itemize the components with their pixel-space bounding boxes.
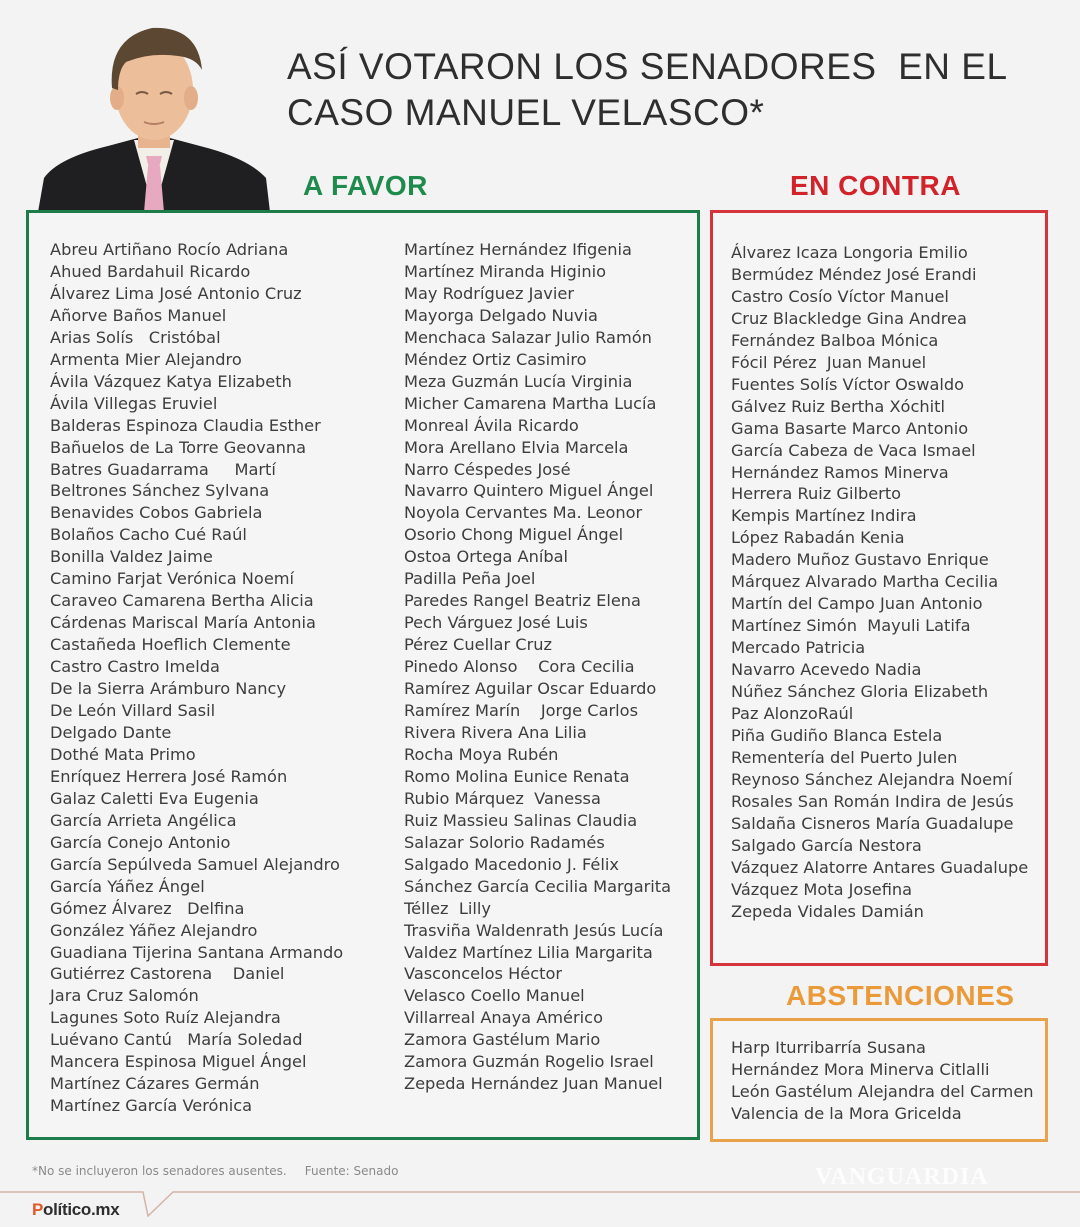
senator-name: García Yáñez Ángel xyxy=(50,876,205,896)
senator-name: Rocha Moya Rubén xyxy=(404,744,559,764)
senator-name: Kempis Martínez Indira xyxy=(731,506,917,526)
senator-name: Reynoso Sánchez Alejandra Noemí xyxy=(731,769,1013,789)
senator-name: Martínez Cázares Germán xyxy=(50,1074,260,1094)
senator-name: Meza Guzmán Lucía Virginia xyxy=(404,371,633,391)
senator-name: Valdez Martínez Lilia Margarita xyxy=(404,942,653,962)
person-portrait-icon xyxy=(38,18,270,212)
en-contra-list xyxy=(731,242,1028,923)
senator-name: Madero Muñoz Gustavo Enrique xyxy=(731,550,989,570)
senator-name: Ávila Villegas Eruviel xyxy=(50,393,218,413)
senator-name: Rementería del Puerto Julen xyxy=(731,747,958,767)
senator-name: Zamora Guzmán Rogelio Israel xyxy=(404,1052,654,1072)
senator-name: Delgado Dante xyxy=(50,722,172,742)
senator-name: Bolaños Cacho Cué Raúl xyxy=(50,525,247,545)
watermark: VANGUARDIA xyxy=(815,1164,989,1190)
senator-name: Navarro Quintero Miguel Ángel xyxy=(404,481,654,501)
senator-name: Martínez Simón Mayuli Latifa xyxy=(731,616,971,636)
en-contra-box xyxy=(710,210,1048,966)
senator-name: Paredes Rangel Beatriz Elena xyxy=(404,591,641,611)
page-title xyxy=(287,44,1047,136)
a-favor-box xyxy=(26,210,700,1140)
senator-name: García Sepúlveda Samuel Alejandro xyxy=(50,854,340,874)
senator-name: Mora Arellano Elvia Marcela xyxy=(404,437,629,457)
senator-name: Fernández Balboa Mónica xyxy=(731,330,939,350)
senator-name: Herrera Ruiz Gilberto xyxy=(731,484,902,504)
senator-name: Ahued Bardahuil Ricardo xyxy=(50,261,251,281)
footnote-note: *No se incluyeron los senadores ausentes. xyxy=(32,1164,287,1178)
senator-name: Hernández Mora Minerva Citlalli xyxy=(731,1059,990,1079)
portrait-photo xyxy=(38,18,270,212)
senator-name: Salgado Macedonio J. Félix xyxy=(404,854,619,874)
senator-name: Piña Gudiño Blanca Estela xyxy=(731,725,943,745)
senator-name: Ramírez Aguilar Oscar Eduardo xyxy=(404,679,657,699)
senator-name: Añorve Baños Manuel xyxy=(50,305,227,325)
senator-name: Salazar Solorio Radamés xyxy=(404,832,605,852)
senator-name: Vázquez Mota Josefina xyxy=(731,879,913,899)
footnote-source: Fuente: Senado xyxy=(304,1164,399,1178)
senator-name: Narro Céspedes José xyxy=(404,459,571,479)
senator-name: Gómez Álvarez Delfina xyxy=(50,898,245,918)
footnote xyxy=(32,1164,398,1178)
senator-name: Enríquez Herrera José Ramón xyxy=(50,766,288,786)
senator-name: López Rabadán Kenia xyxy=(731,528,905,548)
logo-text: olítico.mx xyxy=(43,1200,120,1219)
senator-name: Vázquez Alatorre Antares Guadalupe xyxy=(731,857,1029,877)
senator-name: Cárdenas Mariscal María Antonia xyxy=(50,613,316,633)
heading-en-contra: EN CONTRA xyxy=(790,170,961,201)
senator-name: Fócil Pérez Juan Manuel xyxy=(731,352,927,372)
senator-name: Álvarez Icaza Longoria Emilio xyxy=(731,243,968,262)
senator-name: De León Villard Sasil xyxy=(50,701,216,721)
politico-mx-logo xyxy=(32,1200,119,1220)
senator-name: Villarreal Anaya Américo xyxy=(404,1008,603,1028)
heading-a-favor: A FAVOR xyxy=(303,170,428,201)
abstenciones-box xyxy=(710,1018,1048,1142)
senator-name: Guadiana Tijerina Santana Armando xyxy=(50,942,344,962)
senator-name: Salgado García Nestora xyxy=(731,835,922,855)
senator-name: Bonilla Valdez Jaime xyxy=(50,547,213,567)
senator-name: González Yáñez Alejandro xyxy=(50,920,258,940)
senator-name: García Arrieta Angélica xyxy=(50,810,237,830)
senator-name: Gálvez Ruiz Bertha Xóchitl xyxy=(731,396,945,416)
senator-name: Gama Basarte Marco Antonio xyxy=(731,418,969,438)
senator-name: Márquez Alvarado Martha Cecilia xyxy=(731,572,999,592)
senator-name: Galaz Caletti Eva Eugenia xyxy=(50,788,259,808)
senator-name: Noyola Cervantes Ma. Leonor xyxy=(404,503,643,523)
senator-name: Osorio Chong Miguel Ángel xyxy=(404,525,624,545)
senator-name: Bañuelos de La Torre Geovanna xyxy=(50,437,307,457)
senator-name: Luévano Cantú María Soledad xyxy=(50,1030,303,1050)
logo-initial: P xyxy=(32,1200,44,1219)
senator-name: Ostoa Ortega Aníbal xyxy=(404,547,569,567)
senator-name: Mayorga Delgado Nuvia xyxy=(404,305,598,325)
senator-name: Fuentes Solís Víctor Oswaldo xyxy=(731,374,965,394)
senator-name: Cruz Blackledge Gina Andrea xyxy=(731,308,967,328)
senator-name: Martínez Hernández Ifigenia xyxy=(404,240,632,259)
senator-name: Camino Farjat Verónica Noemí xyxy=(50,569,295,589)
senator-name: Mancera Espinosa Miguel Ángel xyxy=(50,1052,307,1072)
senator-name: Bermúdez Méndez José Erandi xyxy=(731,264,977,284)
senator-name: Paz AlonzoRaúl xyxy=(731,704,854,724)
senator-name: Pérez Cuellar Cruz xyxy=(404,635,552,655)
senator-name: Gutiérrez Castorena Daniel xyxy=(50,964,285,984)
senator-name: May Rodríguez Javier xyxy=(404,283,574,303)
senator-name: Valencia de la Mora Gricelda xyxy=(731,1103,962,1123)
senator-name: Benavides Cobos Gabriela xyxy=(50,503,263,523)
senator-name: Caraveo Camarena Bertha Alicia xyxy=(50,591,314,611)
senator-name: Ávila Vázquez Katya Elizabeth xyxy=(50,371,292,391)
senator-name: Castro Cosío Víctor Manuel xyxy=(731,286,949,306)
senator-name: Núñez Sánchez Gloria Elizabeth xyxy=(731,682,989,702)
a-favor-list-column-2 xyxy=(404,239,671,1095)
senator-name: Micher Camarena Martha Lucía xyxy=(404,393,657,413)
senator-name: Mercado Patricia xyxy=(731,638,866,658)
senator-name: Rubio Márquez Vanessa xyxy=(404,788,601,808)
senator-name: Arias Solís Cristóbal xyxy=(50,327,221,347)
title-line-2: CASO MANUEL VELASCO* xyxy=(287,92,765,133)
senator-name: León Gastélum Alejandra del Carmen xyxy=(731,1081,1034,1101)
senator-name: Velasco Coello Manuel xyxy=(404,986,585,1006)
senator-name: Beltrones Sánchez Sylvana xyxy=(50,481,270,501)
senator-name: Rivera Rivera Ana Lilia xyxy=(404,722,587,742)
senator-name: Martínez García Verónica xyxy=(50,1096,253,1116)
senator-name: Balderas Espinoza Claudia Esther xyxy=(50,415,321,435)
senator-name: Rosales San Román Indira de Jesús xyxy=(731,791,1014,811)
senator-name: Saldaña Cisneros María Guadalupe xyxy=(731,813,1014,833)
a-favor-list-column-1 xyxy=(50,239,343,1117)
senator-name: Padilla Peña Joel xyxy=(404,569,536,589)
senator-name: Menchaca Salazar Julio Ramón xyxy=(404,327,652,347)
heading-abstenciones: ABSTENCIONES xyxy=(786,980,1015,1011)
senator-name: Lagunes Soto Ruíz Alejandra xyxy=(50,1008,281,1028)
senator-name: Trasviña Waldenrath Jesús Lucía xyxy=(404,920,664,940)
senator-name: Castañeda Hoeflich Clemente xyxy=(50,635,291,655)
title-line-1: ASÍ VOTARON LOS SENADORES EN EL xyxy=(287,46,1008,87)
senator-name: García Cabeza de Vaca Ismael xyxy=(731,440,976,460)
senator-name: Martín del Campo Juan Antonio xyxy=(731,594,983,614)
senator-name: Sánchez García Cecilia Margarita xyxy=(404,876,672,896)
senator-name: Zamora Gastélum Mario xyxy=(404,1030,601,1050)
senator-name: Armenta Mier Alejandro xyxy=(50,349,242,369)
abstenciones-list xyxy=(731,1037,1034,1125)
senator-name: Castro Castro Imelda xyxy=(50,657,220,677)
senator-name: Abreu Artiñano Rocío Adriana xyxy=(50,240,289,259)
senator-name: Harp Iturribarría Susana xyxy=(731,1038,926,1057)
senator-name: Pech Várguez José Luis xyxy=(404,613,588,633)
senator-name: Téllez Lilly xyxy=(404,898,491,918)
senator-name: Batres Guadarrama Martí xyxy=(50,459,276,479)
senator-name: Ramírez Marín Jorge Carlos xyxy=(404,701,638,721)
senator-name: García Conejo Antonio xyxy=(50,832,231,852)
senator-name: Jara Cruz Salomón xyxy=(50,986,199,1006)
senator-name: Hernández Ramos Minerva xyxy=(731,462,949,482)
senator-name: Méndez Ortiz Casimiro xyxy=(404,349,587,369)
senator-name: Zepeda Vidales Damián xyxy=(731,901,924,921)
senator-name: Martínez Miranda Higinio xyxy=(404,261,606,281)
senator-name: Vasconcelos Héctor xyxy=(404,964,563,984)
senator-name: De la Sierra Arámburo Nancy xyxy=(50,679,287,699)
senator-name: Álvarez Lima José Antonio Cruz xyxy=(50,283,302,303)
senator-name: Romo Molina Eunice Renata xyxy=(404,766,630,786)
senator-name: Monreal Ávila Ricardo xyxy=(404,415,579,435)
senator-name: Navarro Acevedo Nadia xyxy=(731,660,922,680)
senator-name: Zepeda Hernández Juan Manuel xyxy=(404,1074,663,1094)
senator-name: Pinedo Alonso Cora Cecilia xyxy=(404,657,635,677)
senator-name: Ruiz Massieu Salinas Claudia xyxy=(404,810,638,830)
senator-name: Dothé Mata Primo xyxy=(50,744,196,764)
